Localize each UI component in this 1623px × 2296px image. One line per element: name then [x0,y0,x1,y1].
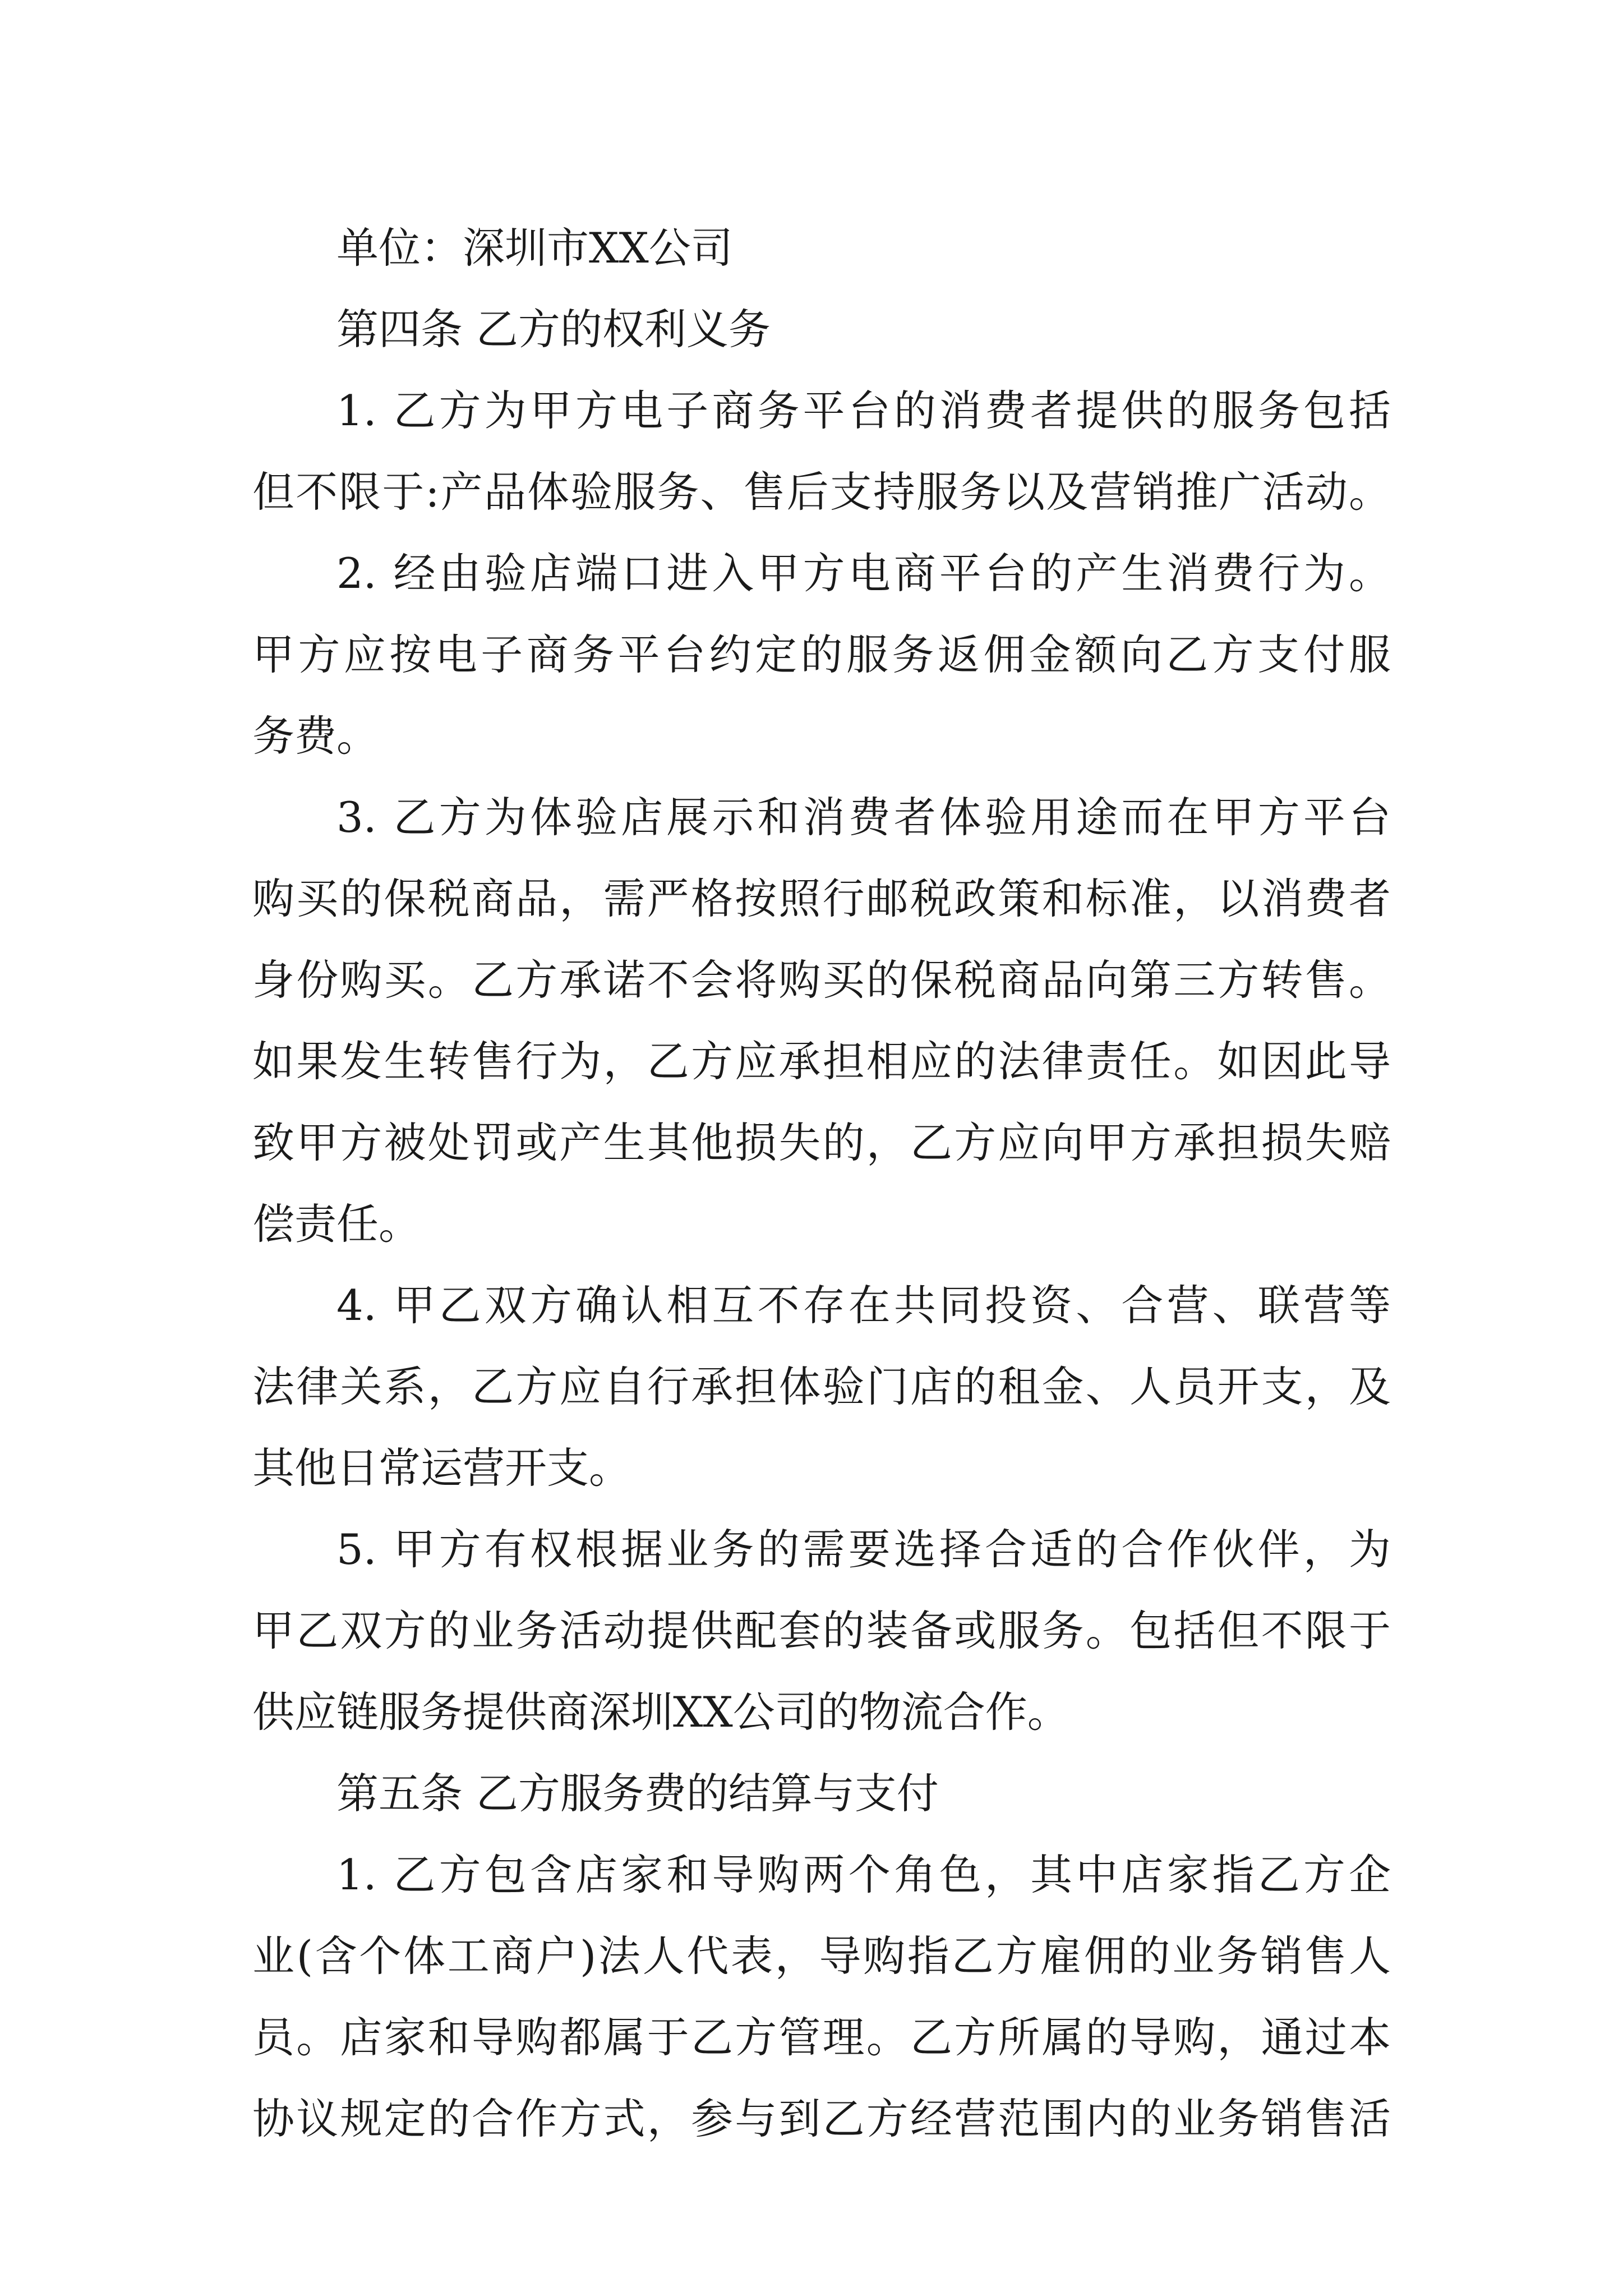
text-line: 致甲方被处罚或产生其他损失的，乙方应向甲方承担损失赔 [252,1118,1391,1167]
text-line: 4. 甲乙双方确认相互不存在共同投资、合营、联营等 [336,1281,1391,1330]
text-line: 员。店家和导购都属于乙方管理。乙方所属的导购，通过本 [252,2013,1391,2062]
article-4-heading: 第四条 乙方的权利义务 [336,305,771,354]
text-line: 3. 乙方为体验店展示和消费者体验用途而在甲方平台 [336,793,1391,842]
text-line: 协议规定的合作方式，参与到乙方经营范围内的业务销售活 [252,2094,1391,2143]
text-line: 5. 甲方有权根据业务的需要选择合适的合作伙伴，为 [336,1525,1391,1574]
text-line: 甲乙双方的业务活动提供配套的装备或服务。包括但不限于 [252,1606,1391,1655]
text-line: 法律关系，乙方应自行承担体验门店的租金、人员开支，及 [252,1362,1391,1411]
text-line: 其他日常运营开支。 [252,1443,631,1493]
text-line: 1. 乙方为甲方电子商务平台的消费者提供的服务包括 [336,386,1391,435]
document-body [252,208,1391,2160]
text-line: 供应链服务提供商深圳XX公司的物流合作。 [252,1687,1069,1737]
unit-line: 单位：深圳市XX公司 [336,223,733,273]
text-line: 偿责任。 [252,1199,421,1249]
text-line: 业(含个体工商户)法人代表，导购指乙方雇佣的业务销售人 [252,1931,1391,1981]
text-line: 甲方应按电子商务平台约定的服务返佣金额向乙方支付服 [252,630,1391,679]
text-line: 务费。 [252,711,379,761]
text-line: 1. 乙方包含店家和导购两个角色，其中店家指乙方企 [336,1850,1391,1899]
article-5-heading: 第五条 乙方服务费的结算与支付 [336,1769,939,1818]
text-line: 如果发生转售行为，乙方应承担相应的法律责任。如因此导 [252,1037,1391,1086]
text-line: 身份购买。乙方承诺不会将购买的保税商品向第三方转售。 [252,955,1391,1005]
text-line: 但不限于:产品体验服务、售后支持服务以及营销推广活动。 [252,467,1391,517]
text-line: 2. 经由验店端口进入甲方电商平台的产生消费行为。 [336,549,1391,598]
text-line: 购买的保税商品，需严格按照行邮税政策和标准，以消费者 [252,874,1391,923]
